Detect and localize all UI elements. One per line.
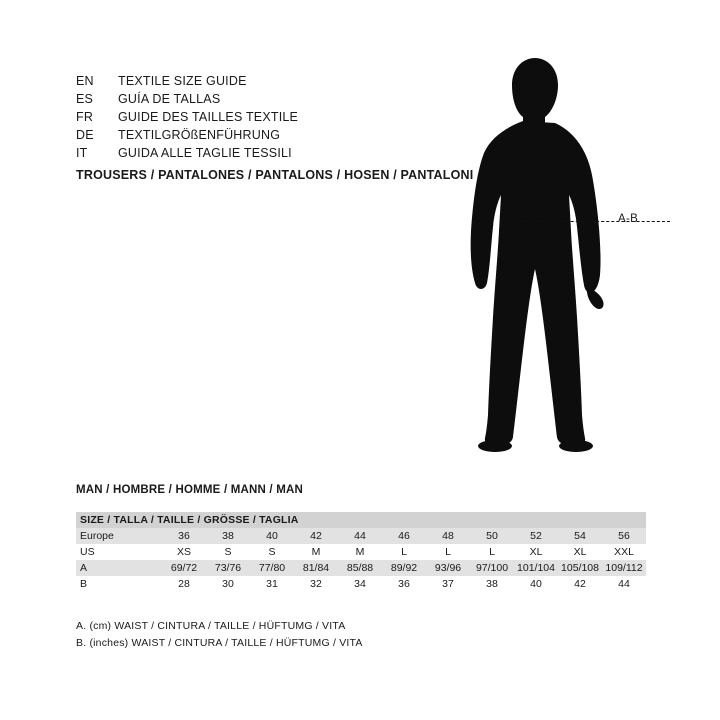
table-cell: L bbox=[445, 546, 451, 558]
table-cell: 77/80 bbox=[250, 560, 294, 576]
language-row-en bbox=[76, 74, 456, 92]
size-table bbox=[76, 512, 646, 592]
language-text: GUIDA ALLE TAGLIE TESSILI bbox=[118, 146, 292, 160]
table-cell: 31 bbox=[266, 578, 278, 590]
table-cell: 38 bbox=[206, 528, 250, 544]
language-code: ES bbox=[76, 92, 94, 106]
row-label: Europe bbox=[76, 528, 162, 544]
table-cell: 42 bbox=[294, 528, 338, 544]
row-label: B bbox=[80, 578, 88, 590]
table-cell: S bbox=[224, 546, 232, 558]
row-label: US bbox=[80, 546, 95, 558]
table-cell: 81/84 bbox=[294, 560, 338, 576]
table-cell: XL bbox=[529, 546, 543, 558]
table-row bbox=[76, 576, 646, 592]
table-cell: 52 bbox=[514, 528, 558, 544]
table-cell: XL bbox=[573, 546, 587, 558]
male-figure-illustration bbox=[455, 55, 655, 465]
table-cell: XS bbox=[176, 546, 191, 558]
language-text: GUÍA DE TALLAS bbox=[118, 92, 221, 106]
footnotes bbox=[76, 618, 363, 652]
table-cell: 37 bbox=[442, 578, 454, 590]
table-cell: 89/92 bbox=[382, 560, 426, 576]
male-silhouette-icon bbox=[455, 55, 655, 465]
table-cell: 97/100 bbox=[470, 560, 514, 576]
table-cell: 50 bbox=[470, 528, 514, 544]
language-text: TEXTILGRÖßENFÜHRUNG bbox=[118, 128, 281, 142]
table-cell: M bbox=[311, 546, 321, 558]
table-cell: 30 bbox=[222, 578, 234, 590]
table-cell: M bbox=[355, 546, 365, 558]
table-row bbox=[76, 528, 646, 544]
language-row-es bbox=[76, 92, 456, 110]
table-header-label: SIZE / TALLA / TAILLE / GRÖSSE / TAGLIA bbox=[76, 512, 646, 528]
table-cell: 69/72 bbox=[162, 560, 206, 576]
table-cell: 101/104 bbox=[514, 560, 558, 576]
footnote-a: A. (cm) WAIST / CINTURA / TAILLE / HÜFTUMG / VITA bbox=[76, 620, 346, 632]
language-code: EN bbox=[76, 74, 94, 88]
table-cell: S bbox=[268, 546, 276, 558]
table-cell: 36 bbox=[162, 528, 206, 544]
table-cell: 32 bbox=[310, 578, 322, 590]
language-text: GUIDE DES TAILLES TEXTILE bbox=[118, 110, 299, 124]
table-cell: 36 bbox=[398, 578, 410, 590]
table-row bbox=[76, 560, 646, 576]
table-cell: 85/88 bbox=[338, 560, 382, 576]
language-row-fr bbox=[76, 110, 456, 128]
table-cell: 93/96 bbox=[426, 560, 470, 576]
table-cell: 105/108 bbox=[558, 560, 602, 576]
table-cell: 46 bbox=[382, 528, 426, 544]
table-cell: L bbox=[489, 546, 495, 558]
table-cell: 73/76 bbox=[206, 560, 250, 576]
table-cell: 44 bbox=[338, 528, 382, 544]
language-code: IT bbox=[76, 146, 88, 160]
table-cell: 56 bbox=[602, 528, 646, 544]
table-header-row bbox=[76, 512, 646, 528]
language-list bbox=[76, 74, 456, 164]
table-cell: 40 bbox=[530, 578, 542, 590]
table-row bbox=[76, 544, 646, 560]
language-row-de bbox=[76, 128, 456, 146]
language-row-it bbox=[76, 146, 456, 164]
table-cell: 28 bbox=[178, 578, 190, 590]
row-label: A bbox=[76, 560, 162, 576]
footnote-b: B. (inches) WAIST / CINTURA / TAILLE / HÜFTUMG / VITA bbox=[76, 637, 363, 649]
table-cell: 34 bbox=[354, 578, 366, 590]
language-code: FR bbox=[76, 110, 94, 124]
language-text: TEXTILE SIZE GUIDE bbox=[118, 74, 247, 88]
table-cell: 48 bbox=[426, 528, 470, 544]
table-cell: 44 bbox=[618, 578, 630, 590]
table-cell: 40 bbox=[250, 528, 294, 544]
table-cell: XXL bbox=[614, 546, 634, 558]
garment-title: TROUSERS / PANTALONES / PANTALONS / HOSEN / PANTALONI bbox=[76, 168, 474, 182]
table-cell: 54 bbox=[558, 528, 602, 544]
language-code: DE bbox=[76, 128, 94, 142]
table-cell: 38 bbox=[486, 578, 498, 590]
table-cell: 109/112 bbox=[602, 560, 646, 576]
table-group-title: MAN / HOMBRE / HOMME / MANN / MAN bbox=[76, 484, 304, 496]
table-cell: 42 bbox=[574, 578, 586, 590]
waist-measure-line bbox=[515, 221, 670, 223]
waist-measure-label: A-B bbox=[618, 213, 639, 225]
table-cell: L bbox=[401, 546, 407, 558]
